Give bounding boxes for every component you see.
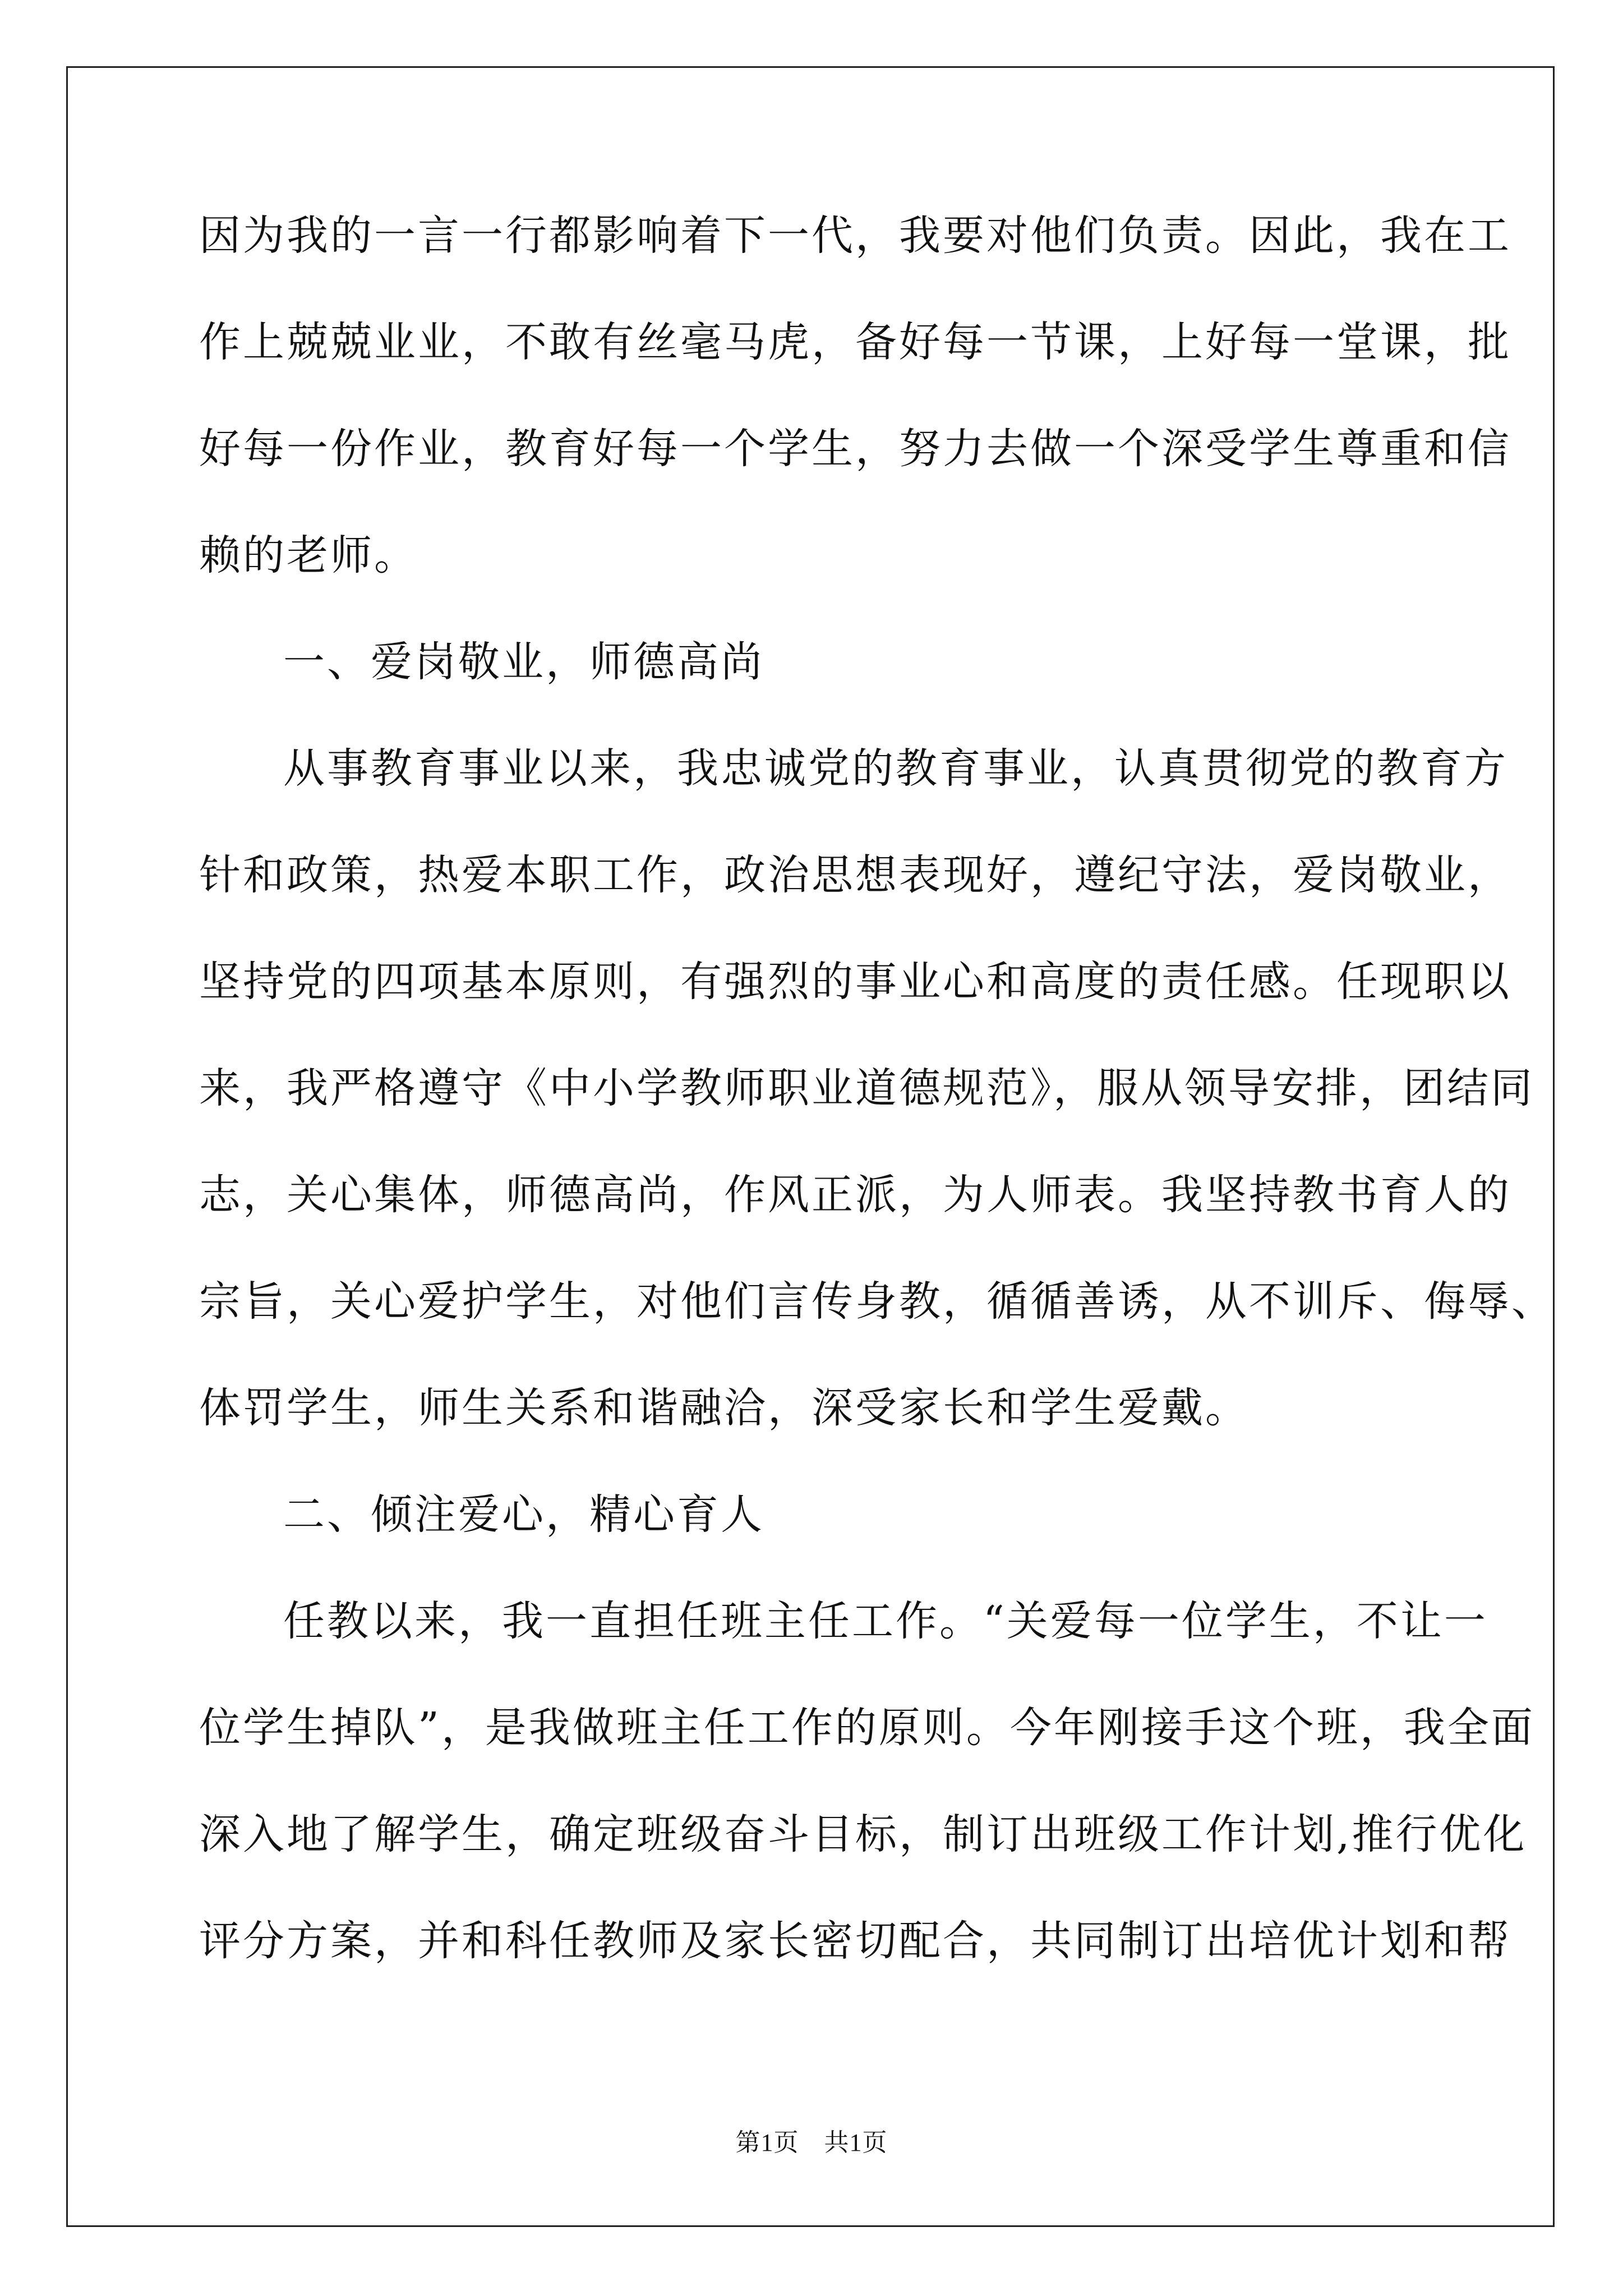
section-heading: 二、倾注爱心，精心育人 (283, 1490, 764, 1539)
paragraph-line: 宗旨，关心爱护学生，对他们言传身教，循循善诱，从不训斥、侮辱、 (199, 1277, 1555, 1326)
paragraph-line: 从事教育事业以来，我忠诚党的教育事业，认真贯彻党的教育方 (283, 744, 1508, 793)
section-heading: 一、爱岗敬业，师德高尚 (283, 638, 764, 686)
page-border (66, 66, 1555, 2227)
paragraph-line: 位学生掉队”，是我做班主任工作的原则。今年刚接手这个班，我全面 (199, 1704, 1535, 1752)
page-number: 第1页 共1页 (735, 2129, 888, 2156)
paragraph-line: 来，我严格遵守《中小学教师职业道德规范》，服从领导安排，团结同 (199, 1064, 1534, 1112)
paragraph-line: 深入地了解学生，确定班级奋斗目标，制订出班级工作计划,推行优化 (199, 1810, 1527, 1858)
paragraph-line: 因为我的一言一行都影响着下一代，我要对他们负责。因此，我在工 (199, 211, 1511, 260)
paragraph-line: 评分方案，并和科任教师及家长密切配合，共同制订出培优计划和帮 (199, 1917, 1511, 1965)
paragraph-line: 针和政策，热爱本职工作，政治思想表现好，遵纪守法，爱岗敬业， (199, 851, 1511, 899)
paragraph-line: 赖的老师。 (199, 531, 418, 579)
paragraph-line: 任教以来，我一直担任班主任工作。“关爱每一位学生，不让一 (283, 1597, 1488, 1645)
paragraph-line: 好每一份作业，教育好每一个学生，努力去做一个深受学生尊重和信 (199, 425, 1511, 473)
paragraph-line: 体罚学生，师生关系和谐融洽，深受家长和学生爱戴。 (199, 1384, 1249, 1432)
paragraph-line: 作上兢兢业业，不敢有丝毫马虎，备好每一节课，上好每一堂课，批 (199, 318, 1511, 366)
paragraph-line: 志，关心集体，师德高尚，作风正派，为人师表。我坚持教书育人的 (199, 1171, 1511, 1219)
paragraph-line: 坚持党的四项基本原则，有强烈的事业心和高度的责任感。任现职以 (199, 958, 1511, 1006)
